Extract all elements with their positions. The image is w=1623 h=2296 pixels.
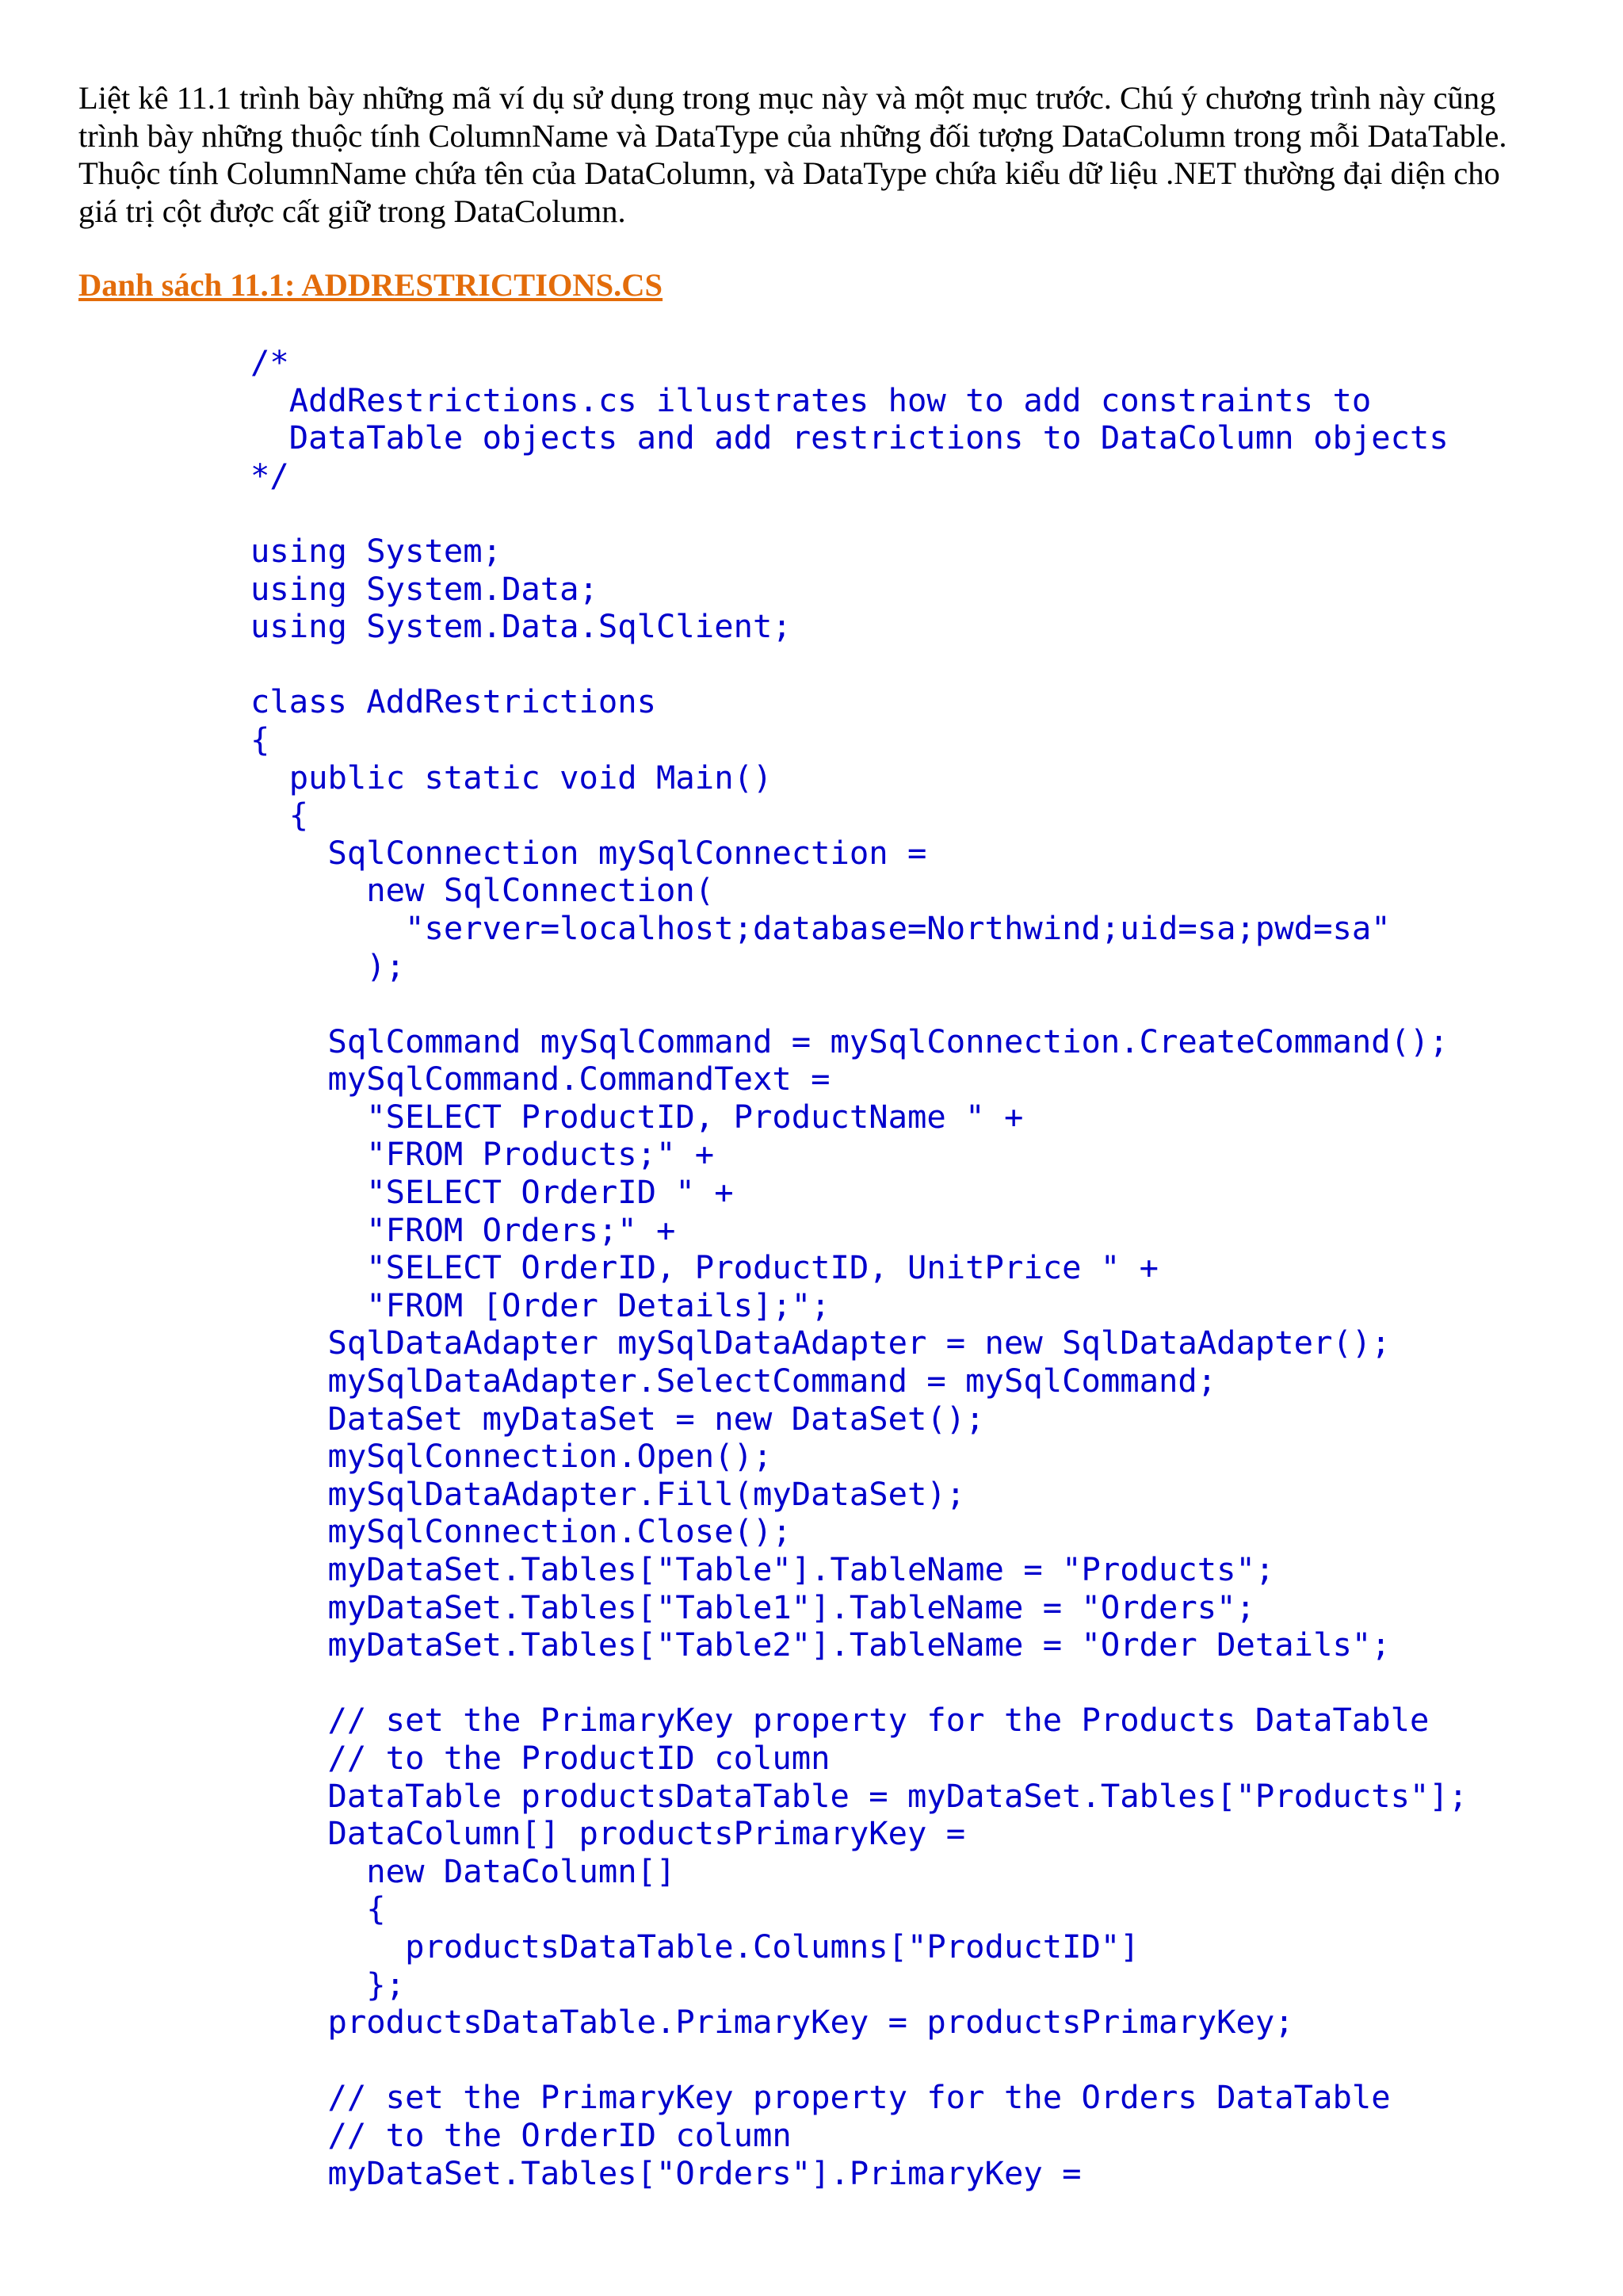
code-line: { [250,1889,386,1928]
code-line: { [250,796,309,835]
code-line: myDataSet.Tables["Orders"].PrimaryKey = [250,2153,1082,2192]
code-line: "FROM Products;" + [250,1135,715,1174]
code-line: { [250,720,270,758]
code-line [250,646,1468,684]
code-line: "FROM Orders;" + [250,1210,676,1249]
code-line: myDataSet.Tables["Table1"].TableName = "Orders"; [250,1587,1255,1626]
code-line: // set the PrimaryKey property for the Orders DataTable [250,2078,1391,2117]
code-line: DataSet myDataSet = new DataSet(); [250,1399,985,1438]
code-line: ); [250,946,406,985]
code-line: SqlCommand mySqlCommand = mySqlConnection.CreateCommand(); [250,1022,1449,1060]
code-listing [250,344,1468,2192]
code-line [250,1664,1468,1702]
code-line: using System.Data.SqlClient; [250,607,792,646]
intro-line: giá trị cột được cất giữ trong DataColumn. [78,193,626,229]
code-line: DataTable productsDataTable = myDataSet.Tables["Products"]; [250,1776,1468,1815]
code-line: mySqlDataAdapter.Fill(myDataSet); [250,1474,966,1513]
code-line: "SELECT ProductID, ProductName " + [250,1097,1024,1136]
listing-title: Danh sách 11.1: ADDRESTRICTIONS.CS [78,267,663,303]
code-line: new SqlConnection( [250,871,715,910]
intro-line: Thuộc tính ColumnName chứa tên của DataColumn, và DataType chứa kiểu dữ liệu .NET thường đại diện cho [78,155,1500,191]
code-line: SqlDataAdapter mySqlDataAdapter = new SqlDataAdapter(); [250,1324,1391,1362]
code-line: "server=localhost;database=Northwind;uid=sa;pwd=sa" [250,908,1391,947]
code-line: DataColumn[] productsPrimaryKey = [250,1814,966,1853]
code-line: new DataColumn[] [250,1851,676,1890]
code-line: using System; [250,531,502,570]
intro-paragraph [78,79,1584,230]
code-line: productsDataTable.Columns["ProductID"] [250,1927,1140,1966]
code-line [250,495,1468,533]
intro-line: Liệt kê 11.1 trình bày những mã ví dụ sử dụng trong mục này và một mục trước. Chú ý chương trình này cũng [78,80,1496,116]
code-line: */ [250,456,289,495]
code-line: "SELECT OrderID " + [250,1173,734,1212]
code-line: mySqlConnection.Open(); [250,1437,773,1476]
code-line [250,985,1468,1023]
code-line: "FROM [Order Details];"; [250,1286,831,1324]
code-line: myDataSet.Tables["Table"].TableName = "Products"; [250,1550,1275,1588]
code-line: // set the PrimaryKey property for the Products DataTable [250,1701,1430,1740]
code-line: mySqlCommand.CommandText = [250,1060,831,1098]
code-line: public static void Main() [250,758,773,797]
code-line: // to the ProductID column [250,1738,831,1777]
code-line: mySqlDataAdapter.SelectCommand = mySqlCommand; [250,1362,1217,1400]
code-line: DataTable objects and add restrictions to DataColumn objects [250,418,1449,457]
code-line: myDataSet.Tables["Table2"].TableName = "Order Details"; [250,1626,1391,1664]
code-line: AddRestrictions.cs illustrates how to add constraints to [250,380,1372,419]
code-line: /* [250,343,289,381]
code-line: // to the OrderID column [250,2115,792,2154]
code-line: productsDataTable.PrimaryKey = productsPrimaryKey; [250,2003,1294,2042]
code-line: }; [250,1965,406,2004]
code-line: class AddRestrictions [250,682,657,721]
code-line: "SELECT OrderID, ProductID, UnitPrice " + [250,1248,1159,1287]
code-line [250,2042,1468,2080]
code-line: mySqlConnection.Close(); [250,1512,792,1551]
intro-line: trình bày những thuộc tính ColumnName và DataType của những đối tượng DataColumn trong mỗi DataTable. [78,117,1507,154]
code-line: using System.Data; [250,569,598,608]
code-line: SqlConnection mySqlConnection = [250,833,927,872]
